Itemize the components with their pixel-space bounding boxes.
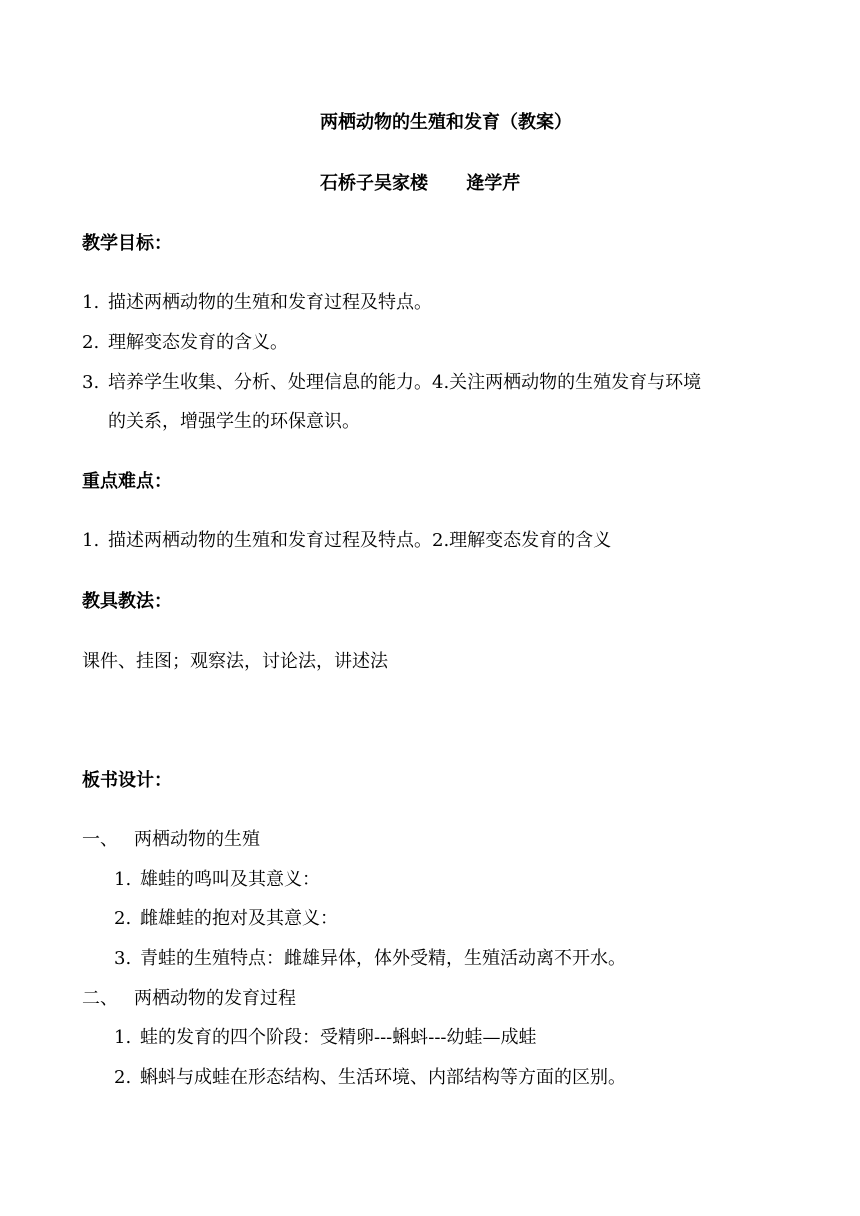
item-text: 蛙的发育的四个阶段：受精卵---蝌蚪---幼蛙—成蛙 xyxy=(140,1027,537,1048)
objective-item-1 xyxy=(82,291,432,315)
objectives-heading: 教学目标： xyxy=(82,233,172,254)
item-text: 描述两栖动物的生殖和发育过程及特点。 xyxy=(108,292,432,313)
author-line xyxy=(320,172,520,196)
item-text: 雄蛙的鸣叫及其意义： xyxy=(140,869,320,890)
board-section-2-item-1 xyxy=(114,1026,537,1050)
board-section-1-title xyxy=(82,828,260,852)
item-number: 1. xyxy=(82,292,100,313)
objective-item-2 xyxy=(82,331,288,355)
key-points-heading: 重点难点： xyxy=(82,471,172,492)
board-section-1-item-3 xyxy=(114,947,626,971)
item-text: 青蛙的生殖特点：雌雄异体，体外受精，生殖活动离不开水。 xyxy=(140,948,626,969)
board-section-2-title xyxy=(82,987,296,1011)
item-number: 1. xyxy=(82,530,100,551)
item-text: 理解变态发育的含义。 xyxy=(108,332,288,353)
item-number: 2. xyxy=(114,908,132,929)
author-name: 逄学芹 xyxy=(466,173,521,194)
methods-heading: 教具教法： xyxy=(82,591,172,612)
objective-item-3-continuation: 的关系，增强学生的环保意识。 xyxy=(108,411,360,432)
item-number: 2. xyxy=(82,332,100,353)
section-title: 两栖动物的发育过程 xyxy=(134,988,296,1009)
document-title: 两栖动物的生殖和发育（教案） xyxy=(320,112,572,133)
item-number: 1. xyxy=(114,869,132,890)
methods-text: 课件、挂图；观察法，讨论法，讲述法 xyxy=(82,651,388,672)
board-section-1-item-2 xyxy=(114,907,338,931)
item-text: 蝌蚪与成蛙在形态结构、生活环境、内部结构等方面的区别。 xyxy=(140,1067,626,1088)
board-section-2-item-2 xyxy=(114,1066,626,1090)
item-text: 培养学生收集、分析、处理信息的能力。4.关注两栖动物的生殖发育与环境 xyxy=(108,372,702,393)
section-number: 二、 xyxy=(82,988,118,1009)
objective-item-3 xyxy=(82,371,701,395)
board-section-1-item-1 xyxy=(114,868,320,892)
author-school: 石桥子吴家楼 xyxy=(320,173,428,194)
item-text: 描述两栖动物的生殖和发育过程及特点。2.理解变态发育的含义 xyxy=(108,530,612,551)
item-number: 3. xyxy=(114,948,132,969)
item-number: 1. xyxy=(114,1027,132,1048)
key-point-item-1 xyxy=(82,529,611,553)
item-number: 3. xyxy=(82,372,100,393)
item-number: 2. xyxy=(114,1067,132,1088)
item-text: 雌雄蛙的抱对及其意义： xyxy=(140,908,338,929)
section-number: 一、 xyxy=(82,829,118,850)
section-title: 两栖动物的生殖 xyxy=(134,829,260,850)
board-heading: 板书设计： xyxy=(82,770,172,791)
